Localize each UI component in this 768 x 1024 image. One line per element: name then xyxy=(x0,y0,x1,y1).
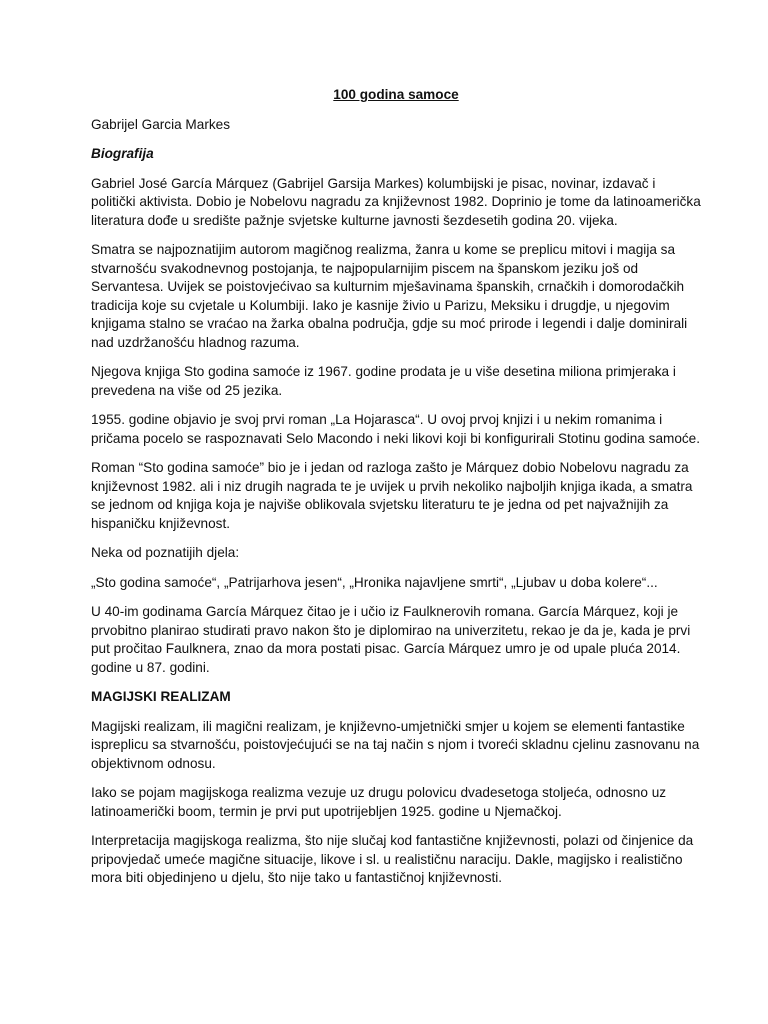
paragraph: Gabriel José García Márquez (Gabrijel Garsija Markes) kolumbijski je pisac, novinar, izdavač i politički aktivista. Dobio je Nobelovu nagradu za književnost 1982. Doprinio je tome da latinoamerička literatura dođe u središte pažnje svjetske kulturne javnosti šezdesetih godina 20. vijeka. xyxy=(91,175,701,228)
document-author: Gabrijel Garcia Markes xyxy=(91,116,230,132)
document-body xyxy=(91,86,701,899)
section-heading-magic-realism: MAGIJSKI REALIZAM xyxy=(91,689,231,704)
paragraph: Roman “Sto godina samoće” bio je i jedan od razloga zašto je Márquez dobio Nobelovu nagradu za književnost 1982. ali i niz drugih nagrada te je uvijek u prvih nekoliko najboljih knjiga ikada, a smatra se jednom od knjiga koja je najviše oblikovala svjetsku literaturu te je jedna od pet najvažnijih za hispaničku književnost. xyxy=(91,460,693,531)
paragraph: 1955. godine objavio je svoj prvi roman „La Hojarasca“. U ovoj prvoj knjizi i u nekim romanima i pričama pocelo se raspoznavati Selo Macondo i neki likovi koji bi konfigurirali Stotinu godina samoće. xyxy=(91,412,701,446)
paragraph: Njegova knjiga Sto godina samoće iz 1967. godine prodata je u više desetina miliona primjeraka i prevedena na više od 25 jezika. xyxy=(91,364,676,398)
paragraph: „Sto godina samoće“, „Patrijarhova jesen“, „Hronika najavljene smrti“, „Ljubav u doba kolere“... xyxy=(91,574,658,590)
document-title: 100 godina samoce xyxy=(333,87,459,102)
paragraph: Magijski realizam, ili magični realizam, je književno-umjetnički smjer u kojem se elementi fantastike ispreplicu sa stvarnošću, poistovjećujući se na taj način s njom i tvoreći skladnu cjelinu zasnovanu na objektivnom odnosu. xyxy=(91,718,700,771)
paragraph: U 40-im godinama García Márquez čitao je i učio iz Faulknerovih romana. García Márquez, koji je prvobitno planirao studirati pravo nakon što je diplomirao na univerzitetu, rekao je da je, kada je prvi put pročitao Faulknera, znao da mora postati pisac. García Márquez umro je od upale pluća 2014. godine u 87. godini. xyxy=(91,604,691,675)
paragraph: Smatra se najpoznatijim autorom magičnog realizma, žanra u kome se preplicu mitovi i magija sa stvarnošću svakodnevnog postojanja, te najpopularnijim piscem na španskom jeziku još od Servantesa. Uvijek se poistovjećivao sa kulturnim mješavinama španskih, crnačkih i domorodačkih tradicija koje su cvjetale u Kolumbiji. Iako je kasnije živio u Parizu, Meksiku i drugdje, u njegovim knjigama stalno se vraćao na žarka obalna područja, gdje su moć prirode i legendi i dalje dominirali nad uzdržanošću hladnog razuma. xyxy=(91,242,688,350)
paragraph: Neka od poznatijih djela: xyxy=(91,545,240,560)
paragraph: Iako se pojam magijskoga realizma vezuje uz drugu polovicu dvadesetoga stoljeća, odnosno uz latinoamerički boom, termin je prvi put upotrijebljen 1925. godine u Njemačkoj. xyxy=(91,785,667,819)
section-heading-biography: Biografija xyxy=(91,146,154,161)
paragraph: Interpretacija magijskoga realizma, što nije slučaj kod fantastične književnosti, polazi od činjenice da pripovjedač umeće magične situacije, likove i sl. u realističnu naraciju. Dakle, magijsko i realistično mora biti objedinjeno u djelu, što nije tako u fantastičnoj književnosti. xyxy=(91,833,694,885)
